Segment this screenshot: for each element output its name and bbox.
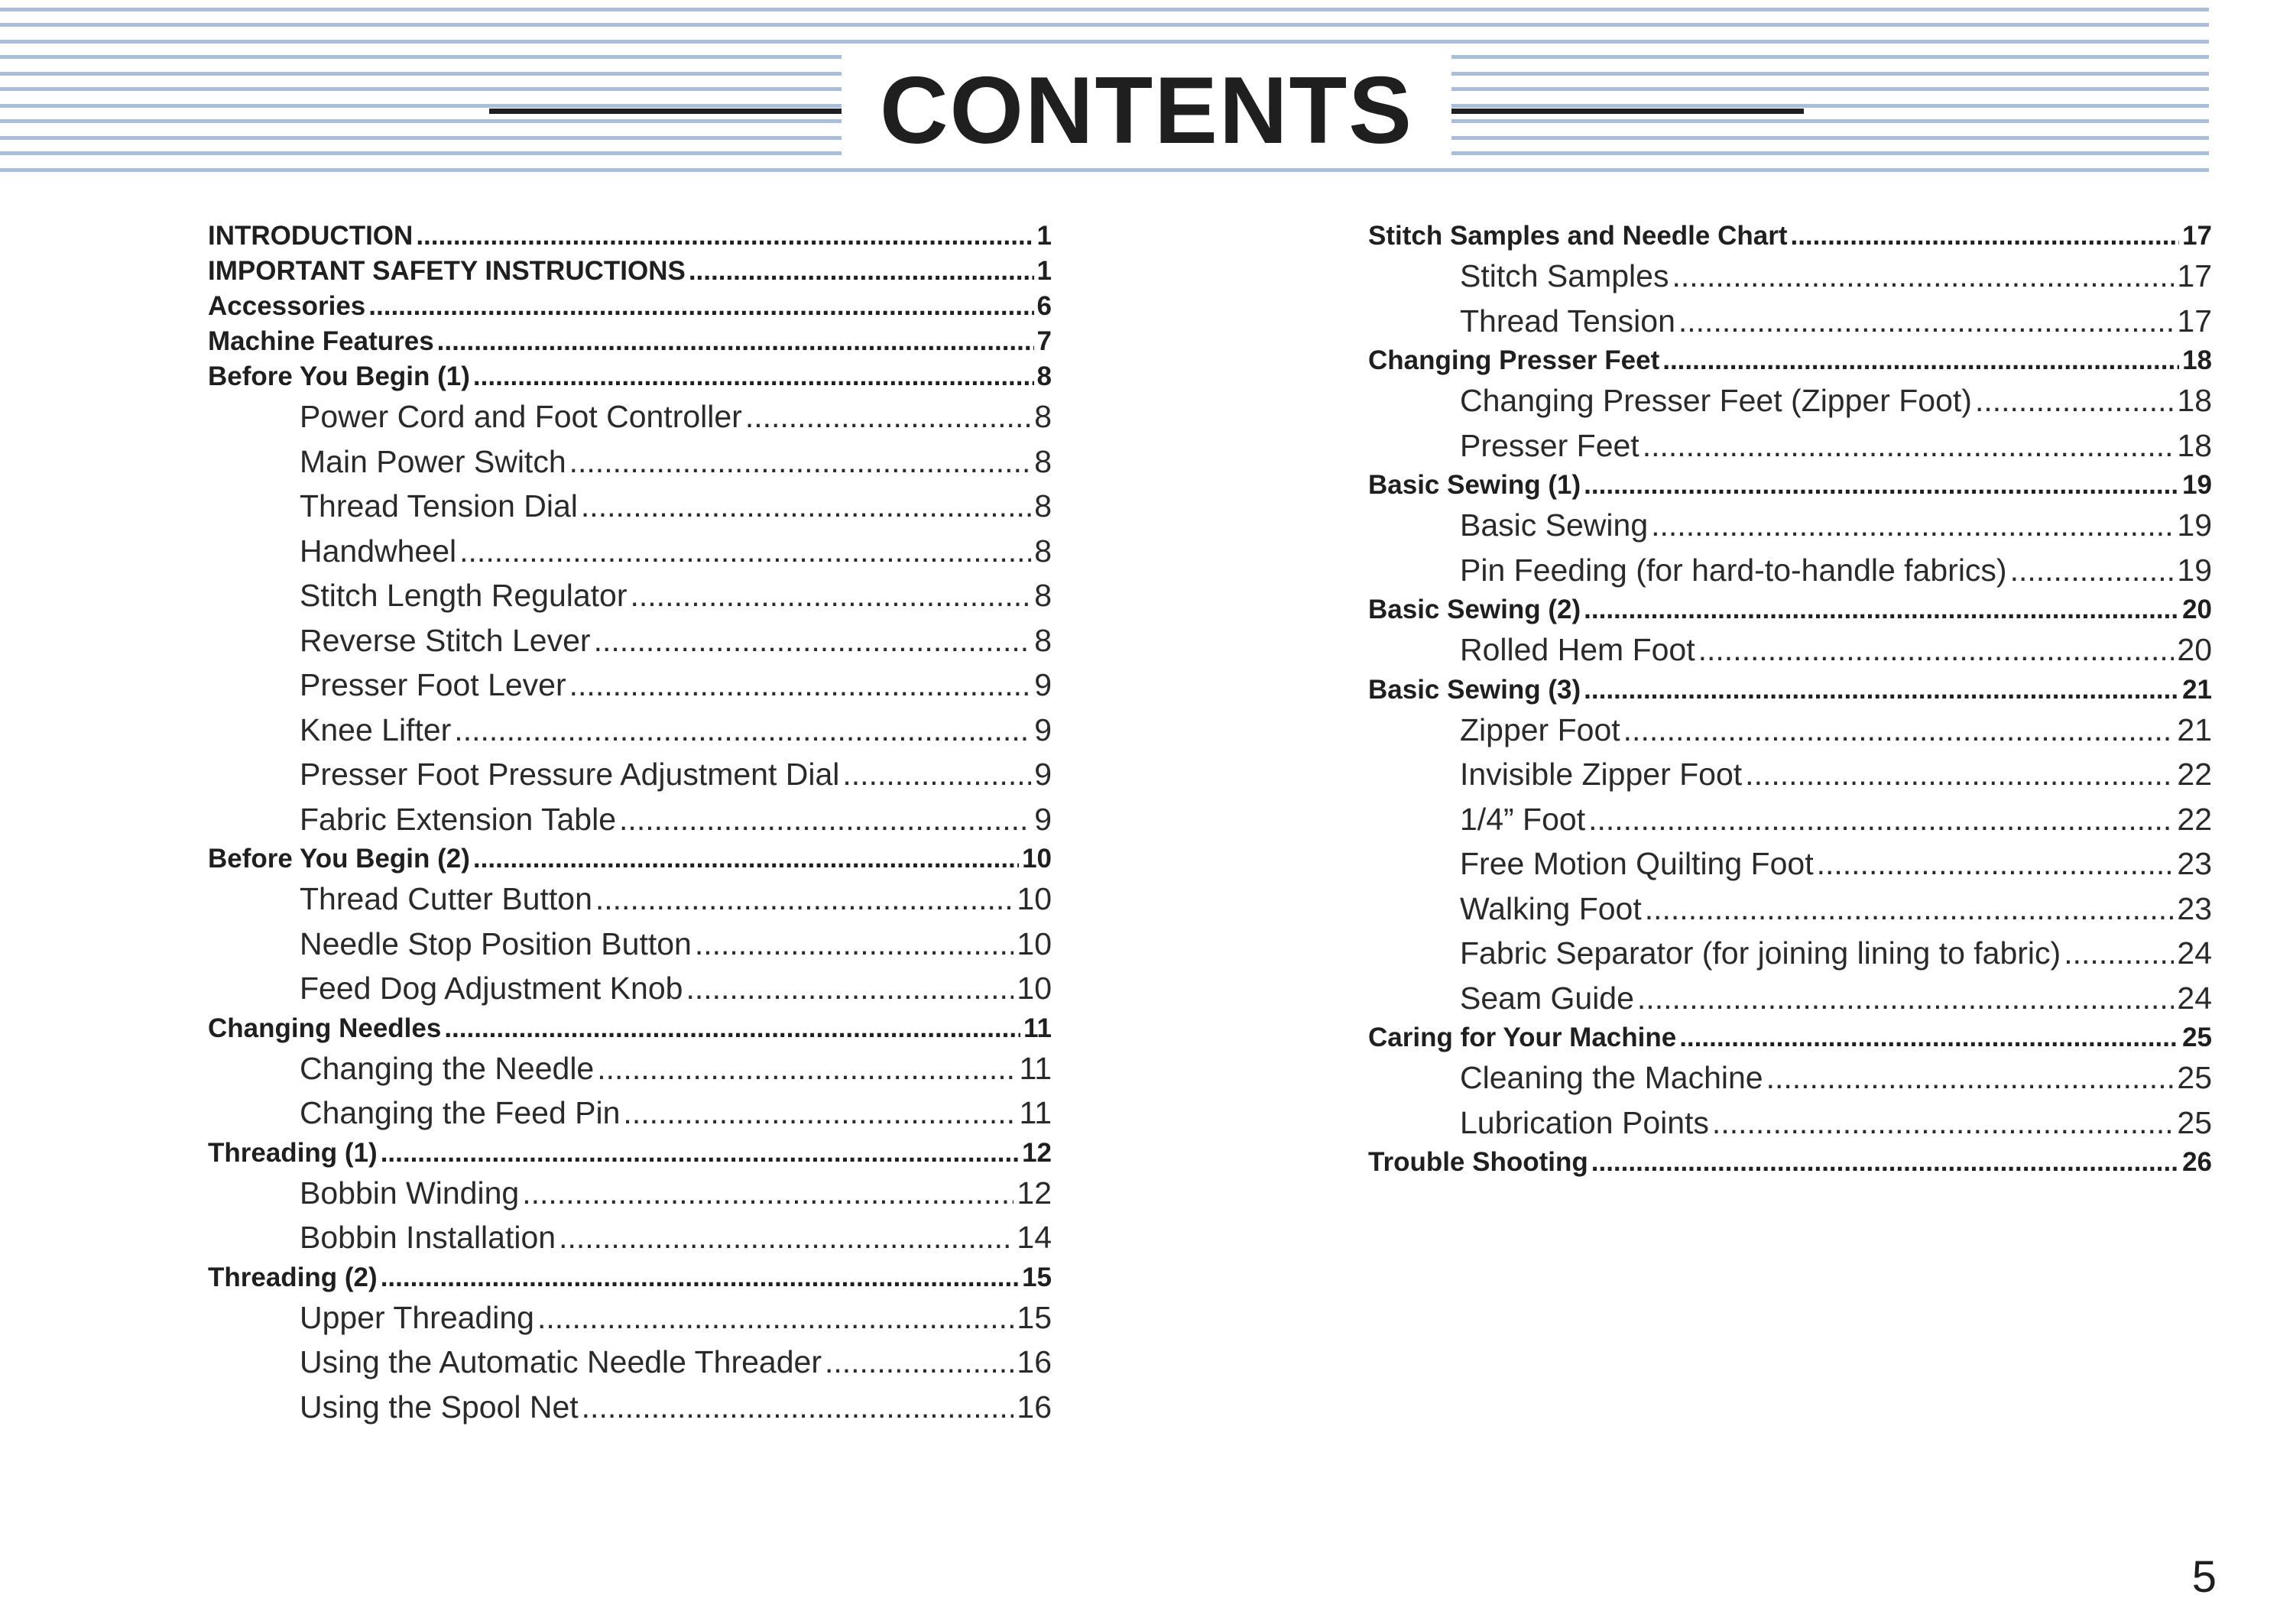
dot-leader	[597, 1046, 1016, 1091]
toc-sub-entry[interactable]	[1368, 299, 2212, 344]
toc-entry-label: Seam Guide	[1460, 980, 1634, 1016]
toc-section-entry[interactable]	[1368, 1145, 2212, 1180]
dot-leader	[416, 219, 1033, 254]
toc-entry-page: 23	[2177, 846, 2212, 881]
toc-sub-entry[interactable]	[1368, 841, 2212, 887]
dot-leader	[1662, 343, 2179, 378]
toc-entry-page: 8	[1036, 361, 1052, 391]
stripe-line	[0, 40, 2209, 44]
dot-leader	[1651, 503, 2174, 548]
toc-entry-page: 20	[2182, 595, 2212, 624]
toc-entry-page: 11	[1023, 1013, 1052, 1043]
title-rule-right	[1451, 109, 1804, 114]
toc-entry-page: 18	[2182, 345, 2212, 375]
dot-leader	[2010, 548, 2175, 593]
dot-leader	[695, 922, 1014, 967]
toc-sub-entry[interactable]	[1368, 931, 2212, 976]
toc-entry-page: 25	[2177, 1104, 2212, 1140]
toc-sub-entry[interactable]	[208, 1171, 1052, 1216]
toc-sub-entry[interactable]	[1368, 887, 2212, 932]
dot-leader	[537, 1295, 1014, 1340]
toc-entry-label: Bobbin Installation	[300, 1220, 556, 1255]
dot-leader	[1637, 976, 2174, 1021]
toc-entry-page: 1	[1036, 256, 1052, 286]
toc-entry-page: 9	[1034, 801, 1052, 837]
toc-entry-label: Invisible Zipper Foot	[1460, 757, 1743, 792]
toc-entry-page: 20	[2177, 632, 2212, 667]
toc-sub-entry[interactable]	[1368, 976, 2212, 1021]
dot-leader	[1712, 1100, 2174, 1146]
toc-entry-label: Before You Begin (1)	[208, 361, 470, 391]
toc-entry-page: 22	[2177, 757, 2212, 792]
toc-entry-page: 10	[1017, 881, 1052, 916]
toc-sub-entry[interactable]	[208, 1215, 1052, 1260]
toc-entry-page: 24	[2177, 980, 2212, 1016]
toc-entry-page: 16	[1017, 1389, 1052, 1425]
stripe-line	[0, 8, 2209, 11]
toc-entry-page: 17	[2182, 221, 2212, 251]
toc-entry-label: Walking Foot	[1460, 890, 1642, 926]
toc-entry-label: Lubrication Points	[1460, 1104, 1709, 1140]
toc-entry-label: Basic Sewing (2)	[1368, 595, 1581, 624]
dot-leader	[1584, 468, 2179, 503]
stripe-line	[0, 168, 2209, 172]
toc-sub-entry[interactable]	[208, 1091, 1052, 1136]
toc-entry-page: 12	[1017, 1175, 1052, 1211]
toc-entry-label: IMPORTANT SAFETY INSTRUCTIONS	[208, 256, 686, 286]
toc-section-entry[interactable]	[208, 219, 1052, 254]
toc-entry-label: Knee Lifter	[300, 712, 452, 747]
toc-entry-page: 8	[1034, 533, 1052, 569]
toc-section-entry[interactable]	[208, 841, 1052, 877]
toc-entry-page: 26	[2182, 1147, 2212, 1177]
toc-entry-label: Feed Dog Adjustment Knob	[300, 971, 683, 1006]
dot-leader	[1975, 378, 2174, 423]
toc-entry-label: Stitch Samples	[1460, 258, 1669, 293]
toc-entry-label: Changing the Feed Pin	[300, 1095, 621, 1130]
dot-leader	[745, 394, 1031, 439]
dot-leader	[1588, 797, 2174, 842]
toc-sub-entry[interactable]	[208, 439, 1052, 485]
dot-leader	[1678, 299, 2175, 344]
toc-entry-label: Stitch Samples and Needle Chart	[1368, 221, 1788, 251]
toc-entry-label: Upper Threading	[300, 1299, 534, 1335]
toc-sub-entry[interactable]	[208, 529, 1052, 574]
toc-section-entry[interactable]	[1368, 219, 2212, 254]
toc-sub-entry[interactable]	[208, 797, 1052, 842]
toc-entry-page: 8	[1034, 622, 1052, 658]
toc-entry-label: Basic Sewing	[1460, 507, 1649, 543]
toc-entry-label: Trouble Shooting	[1368, 1147, 1588, 1177]
toc-entry-page: 21	[2182, 674, 2212, 705]
dot-leader	[569, 439, 1032, 485]
toc-entry-label: Presser Foot Lever	[300, 667, 566, 702]
toc-section-entry[interactable]	[208, 359, 1052, 394]
dot-leader	[825, 1340, 1014, 1385]
toc-sub-entry[interactable]	[208, 618, 1052, 663]
toc-sub-entry[interactable]	[208, 394, 1052, 439]
toc-entry-label: Changing the Needle	[300, 1050, 595, 1086]
toc-section-entry[interactable]	[1368, 1020, 2212, 1055]
toc-right-column	[1368, 219, 2212, 1180]
toc-sub-entry[interactable]	[1368, 378, 2212, 423]
toc-entry-label: Presser Feet	[1460, 427, 1639, 463]
toc-entry-page: 25	[2177, 1060, 2212, 1095]
toc-section-entry[interactable]	[208, 324, 1052, 359]
toc-entry-label: Pin Feeding (for hard-to-handle fabrics)	[1460, 552, 2007, 588]
toc-section-entry[interactable]	[208, 1011, 1052, 1046]
toc-entry-label: Changing Presser Feet	[1368, 345, 1660, 375]
toc-sub-entry[interactable]	[208, 1046, 1052, 1091]
title-rule-left	[489, 109, 842, 114]
stripe-line	[0, 23, 2209, 27]
toc-sub-entry[interactable]	[1368, 627, 2212, 673]
toc-entry-label: Using the Automatic Needle Threader	[300, 1344, 822, 1379]
toc-sub-entry[interactable]	[1368, 708, 2212, 753]
toc-left-column	[208, 219, 1052, 1429]
toc-section-entry[interactable]	[208, 289, 1052, 324]
dot-leader	[1790, 219, 2179, 254]
toc-sub-entry[interactable]	[208, 1385, 1052, 1430]
toc-sub-entry[interactable]	[208, 573, 1052, 618]
toc-entry-label: Caring for Your Machine	[1368, 1023, 1677, 1052]
toc-sub-entry[interactable]	[208, 966, 1052, 1011]
toc-entry-page: 19	[2182, 470, 2212, 500]
dot-leader	[686, 966, 1014, 1011]
toc-entry-page: 15	[1022, 1262, 1052, 1292]
toc-entry-label: Machine Features	[208, 326, 434, 356]
toc-entry-page: 16	[1017, 1344, 1052, 1379]
toc-entry-label: Before You Begin (2)	[208, 844, 470, 874]
dot-leader	[1645, 887, 2175, 932]
toc-section-entry[interactable]	[208, 1260, 1052, 1295]
toc-entry-page: 19	[2177, 507, 2212, 543]
toc-entry-label: Fabric Separator (for joining lining to fabric)	[1460, 935, 2061, 971]
toc-entry-label: Thread Tension	[1460, 303, 1675, 339]
dot-leader	[381, 1136, 1019, 1171]
toc-sub-entry[interactable]	[208, 922, 1052, 967]
toc-entry-label: Changing Presser Feet (Zipper Foot)	[1460, 383, 1972, 418]
toc-entry-page: 21	[2177, 712, 2212, 747]
dot-leader	[1623, 708, 2175, 753]
toc-sub-entry[interactable]	[1368, 503, 2212, 548]
toc-entry-label: Handwheel	[300, 533, 457, 569]
toc-entry-page: 14	[1017, 1220, 1052, 1255]
toc-entry-label: Main Power Switch	[300, 443, 566, 479]
toc-entry-page: 9	[1034, 757, 1052, 792]
dot-leader	[1584, 592, 2179, 627]
dot-leader	[1584, 673, 2179, 708]
toc-sub-entry[interactable]	[208, 708, 1052, 753]
dot-leader	[2064, 931, 2174, 976]
toc-sub-entry[interactable]	[208, 752, 1052, 797]
toc-entry-label: Power Cord and Foot Controller	[300, 399, 742, 434]
toc-entry-page: 25	[2182, 1023, 2212, 1052]
dot-leader	[1591, 1145, 2179, 1180]
toc-entry-page: 15	[1017, 1299, 1052, 1335]
dot-leader	[381, 1260, 1019, 1295]
toc-entry-label: Accessories	[208, 291, 366, 321]
toc-section-entry[interactable]	[208, 254, 1052, 289]
toc-sub-entry[interactable]	[1368, 1100, 2212, 1146]
toc-entry-page: 8	[1034, 399, 1052, 434]
toc-entry-label: Bobbin Winding	[300, 1175, 520, 1211]
toc-section-entry[interactable]	[1368, 343, 2212, 378]
dot-leader	[444, 1011, 1020, 1046]
toc-sub-entry[interactable]	[208, 1340, 1052, 1385]
toc-entry-label: Rolled Hem Foot	[1460, 632, 1695, 667]
toc-section-entry[interactable]	[1368, 468, 2212, 503]
toc-sub-entry[interactable]	[1368, 423, 2212, 468]
dot-leader	[1672, 254, 2174, 299]
dot-leader	[619, 797, 1031, 842]
toc-entry-label: Free Motion Quilting Foot	[1460, 846, 1814, 881]
toc-entry-label: Fabric Extension Table	[300, 801, 617, 837]
toc-entry-label: Threading (2)	[208, 1262, 378, 1292]
dot-leader	[1643, 423, 2175, 468]
toc-entry-page: 10	[1022, 844, 1052, 874]
toc-entry-page: 11	[1019, 1050, 1052, 1086]
toc-entry-page: 8	[1034, 443, 1052, 479]
toc-entry-page: 12	[1022, 1137, 1052, 1168]
toc-entry-label: Reverse Stitch Lever	[300, 622, 591, 658]
toc-sub-entry[interactable]	[208, 877, 1052, 922]
toc-entry-label: Using the Spool Net	[300, 1389, 579, 1425]
dot-leader	[1766, 1055, 2175, 1100]
toc-entry-label: 1/4” Foot	[1460, 801, 1586, 837]
toc-section-entry[interactable]	[1368, 673, 2212, 708]
toc-entry-label: Thread Cutter Button	[300, 881, 592, 916]
toc-sub-entry[interactable]	[208, 1295, 1052, 1340]
dot-leader	[582, 1385, 1014, 1430]
toc-sub-entry[interactable]	[1368, 254, 2212, 299]
toc-entry-label: Changing Needles	[208, 1013, 442, 1043]
toc-entry-label: Zipper Foot	[1460, 712, 1620, 747]
dot-leader	[689, 254, 1034, 289]
toc-sub-entry[interactable]	[1368, 752, 2212, 797]
toc-entry-page: 19	[2177, 552, 2212, 588]
dot-leader	[459, 529, 1031, 574]
toc-entry-page: 18	[2177, 427, 2212, 463]
dot-leader	[559, 1215, 1014, 1260]
toc-entry-page: 7	[1036, 326, 1052, 356]
dot-leader	[437, 324, 1034, 359]
toc-entry-label: Needle Stop Position Button	[300, 925, 692, 961]
toc-entry-page: 9	[1034, 712, 1052, 747]
toc-entry-label: Stitch Length Regulator	[300, 578, 628, 613]
dot-leader	[368, 289, 1033, 324]
dot-leader	[1745, 752, 2174, 797]
toc-entry-page: 18	[2177, 383, 2212, 418]
toc-entry-label: Cleaning the Machine	[1460, 1060, 1763, 1095]
toc-entry-page: 8	[1034, 488, 1052, 524]
toc-entry-page: 22	[2177, 801, 2212, 837]
toc-entry-page: 6	[1036, 291, 1052, 321]
toc-section-entry[interactable]	[208, 1136, 1052, 1171]
toc-sub-entry[interactable]	[1368, 548, 2212, 593]
dot-leader	[581, 484, 1031, 529]
toc-entry-label: Thread Tension Dial	[300, 488, 578, 524]
toc-entry-label: Basic Sewing (3)	[1368, 674, 1581, 705]
toc-entry-page: 8	[1034, 578, 1052, 613]
toc-entry-page: 10	[1017, 925, 1052, 961]
toc-entry-label: Presser Foot Pressure Adjustment Dial	[300, 757, 840, 792]
dot-leader	[594, 618, 1032, 663]
dot-leader	[522, 1171, 1014, 1216]
toc-sub-entry[interactable]	[208, 663, 1052, 708]
title-bar	[489, 53, 1804, 168]
page-title: CONTENTS	[842, 53, 1451, 168]
toc-entry-label: INTRODUCTION	[208, 221, 414, 251]
dot-leader	[454, 708, 1031, 753]
dot-leader	[595, 877, 1014, 922]
dot-leader	[473, 841, 1019, 877]
toc-entry-page: 10	[1017, 971, 1052, 1006]
dot-leader	[631, 573, 1032, 618]
toc-entry-page: 1	[1036, 221, 1052, 251]
toc-entry-page: 23	[2177, 890, 2212, 926]
dot-leader	[1698, 627, 2175, 673]
toc-entry-page: 17	[2177, 258, 2212, 293]
toc-entry-page: 9	[1034, 667, 1052, 702]
toc-entry-page: 11	[1019, 1095, 1052, 1130]
dot-leader	[842, 752, 1031, 797]
toc-entry-label: Basic Sewing (1)	[1368, 470, 1581, 500]
toc-sub-entry[interactable]	[1368, 797, 2212, 842]
dot-leader	[1679, 1020, 2179, 1055]
dot-leader	[623, 1091, 1016, 1136]
toc-entry-page: 17	[2177, 303, 2212, 339]
toc-sub-entry[interactable]	[1368, 1055, 2212, 1100]
dot-leader	[1817, 841, 2175, 887]
dot-leader	[473, 359, 1034, 394]
page-number: 5	[2191, 1552, 2217, 1602]
toc-sub-entry[interactable]	[208, 484, 1052, 529]
toc-entry-page: 24	[2177, 935, 2212, 971]
toc-section-entry[interactable]	[1368, 592, 2212, 627]
toc-entry-label: Threading (1)	[208, 1137, 378, 1168]
dot-leader	[569, 663, 1032, 708]
